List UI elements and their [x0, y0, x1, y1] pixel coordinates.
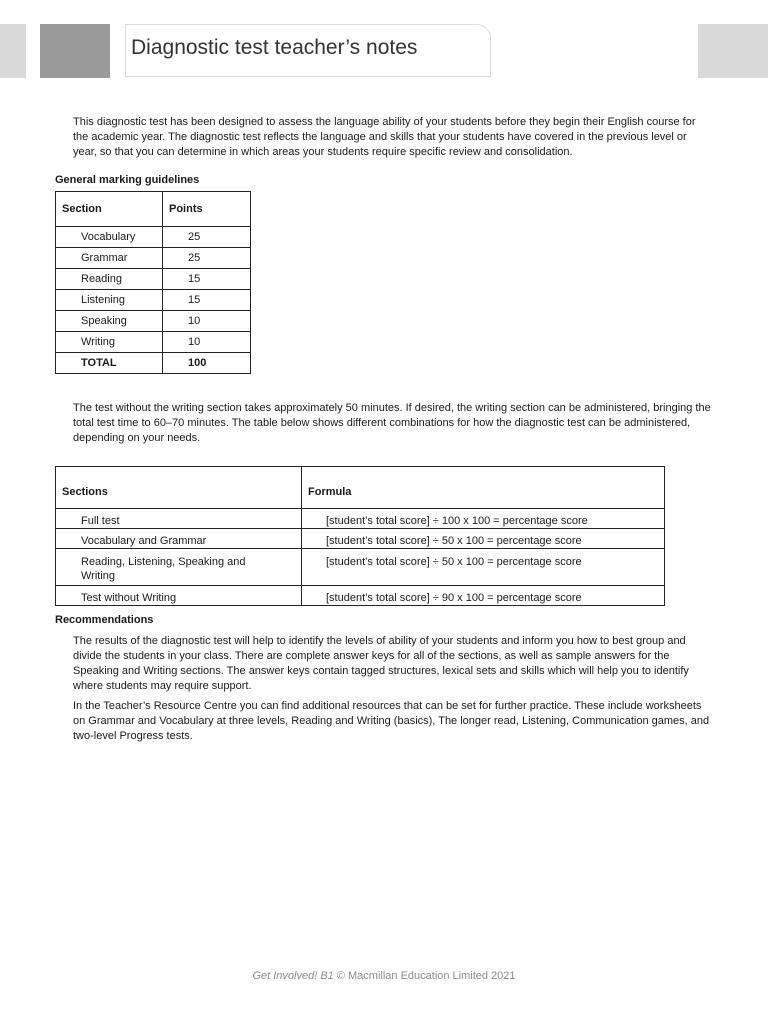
header-right-bar [698, 24, 768, 78]
table-row [56, 509, 665, 529]
table-row [56, 529, 665, 549]
table-row [56, 549, 665, 586]
column-header-formula: Formula [302, 467, 665, 509]
recommendations-heading: Recommendations [55, 614, 154, 626]
recommendations-paragraph-2: In the Teacher’s Resource Centre you can find additional resources that can be set for further practice. These include worksheets on Grammar and Vocabulary at three levels, Reading and Writing (basics), The longer read, Listening, Communication games, and two-level Progress tests. [73, 700, 710, 742]
points-cell: 25 [163, 248, 251, 269]
total-label: TOTAL [56, 353, 163, 374]
intro-paragraph: This diagnostic test has been designed to assess the language ability of your students before they begin their English course for the academic year. The diagnostic test reflects the language and skills that your students have covered in the previous level or year, so that you can determine in which areas your students require specific review and consolidation. [73, 116, 696, 158]
sections-cell: Full test [56, 509, 302, 529]
points-cell: 25 [163, 227, 251, 248]
table-row [56, 332, 251, 353]
points-cell: 10 [163, 332, 251, 353]
page-title: Diagnostic test teacher’s notes [131, 36, 418, 59]
section-cell: Vocabulary [56, 227, 163, 248]
points-cell: 15 [163, 269, 251, 290]
formula-cell: [student’s total score] ÷ 50 x 100 = percentage score [302, 549, 665, 586]
timing-paragraph: The test without the writing section takes approximately 50 minutes. If desired, the writing section can be administered, bringing the total test time to 60–70 minutes. The table below shows different combinations for how the diagnostic test can be administered, depending on your needs. [73, 402, 711, 444]
footer-copyright: © Macmillan Education Limited 2021 [336, 970, 516, 982]
table-row [56, 248, 251, 269]
formula-cell: [student’s total score] ÷ 90 x 100 = percentage score [302, 586, 665, 606]
page-footer [0, 970, 768, 982]
table-header-row [56, 467, 665, 509]
sections-cell: Test without Writing [56, 586, 302, 606]
marking-heading: General marking guidelines [55, 174, 200, 186]
column-header-points: Points [163, 192, 251, 227]
recommendations-paragraph-1: The results of the diagnostic test will help to identify the levels of ability of your students and inform you how to best group and divide the students in your class. There are complete answer keys for all of the sections, as well as sample answers for the Speaking and Writing sections. The answer keys contain tagged structures, lexical sets and skills which will help you to identify where students may require support. [73, 635, 689, 692]
column-header-section: Section [56, 192, 163, 227]
formula-cell: [student’s total score] ÷ 50 x 100 = percentage score [302, 529, 665, 549]
total-points: 100 [163, 353, 251, 374]
section-cell: Speaking [56, 311, 163, 332]
sections-cell: Vocabulary and Grammar [56, 529, 302, 549]
table-row [56, 227, 251, 248]
section-cell: Writing [56, 332, 163, 353]
section-cell: Reading [56, 269, 163, 290]
table-row [56, 586, 665, 606]
sections-cell: Reading, Listening, Speaking and Writing [56, 549, 302, 586]
formula-cell: [student’s total score] ÷ 100 x 100 = percentage score [302, 509, 665, 529]
table-row [56, 311, 251, 332]
marking-table [55, 191, 251, 374]
column-header-sections: Sections [56, 467, 302, 509]
section-cell: Grammar [56, 248, 163, 269]
header-left-bar [0, 24, 26, 78]
table-header-row [56, 192, 251, 227]
section-cell: Listening [56, 290, 163, 311]
points-cell: 15 [163, 290, 251, 311]
header-square [40, 24, 110, 78]
title-divider [125, 24, 126, 77]
table-row [56, 269, 251, 290]
points-cell: 10 [163, 311, 251, 332]
total-row [56, 353, 251, 374]
table-row [56, 290, 251, 311]
formula-table [55, 466, 665, 606]
footer-book-title: Get Involved! B1 [252, 970, 334, 982]
